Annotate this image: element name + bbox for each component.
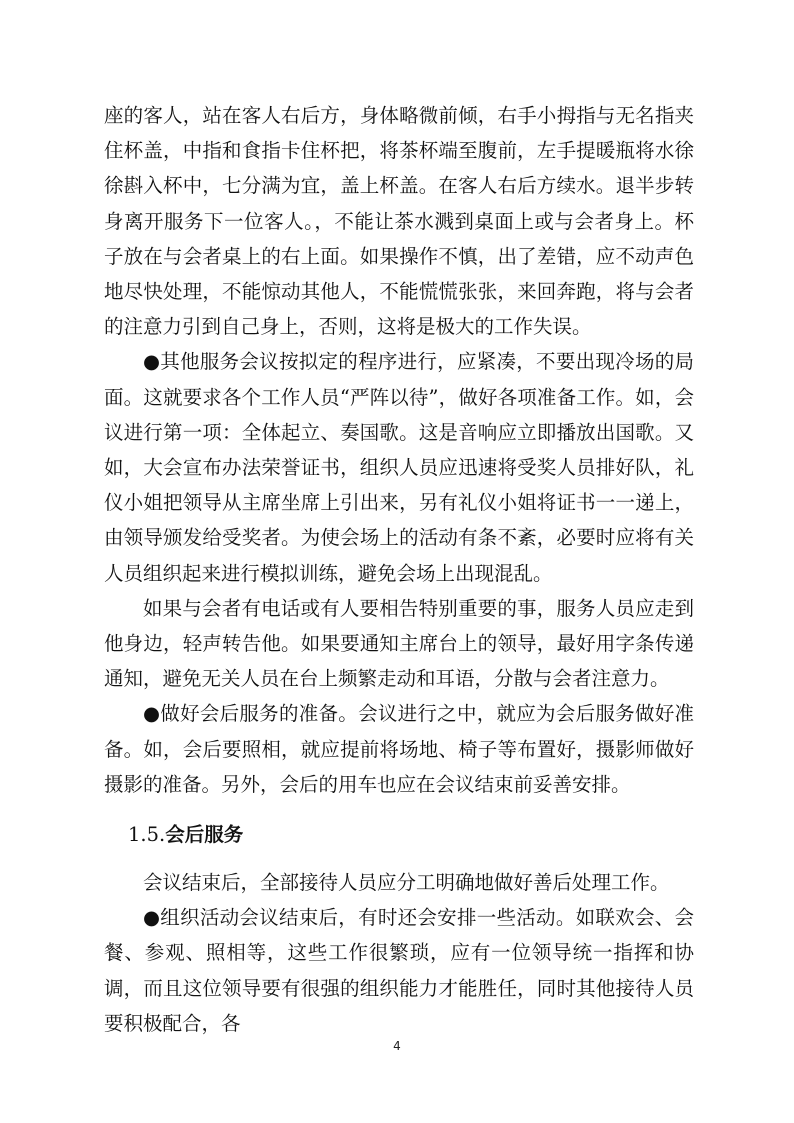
section-number: 1.5.: [128, 823, 166, 847]
body-text: [104, 98, 694, 1041]
paragraph-other-services: ●其他服务会议按拟定的程序进行，应紧凑，不要出现冷场的局面。这就要求各个工作人员“严阵以待”，做好各项准备工作。如，会议进行第一项：全体起立、奏国歌。这是音响应立即播放出国歌。又如，大会宣布办法荣誉证书，组织人员应迅速将受奖人员排好队，礼仪小姐把领导从主席坐席上引出来，另有礼仪小姐将证书一一递上，由领导颁发给受奖者。为使会场上的活动有条不紊，必要时应将有关人员组织起来进行模拟训练，避免会场上出现混乱。: [104, 350, 694, 585]
section-heading: [104, 817, 694, 852]
paragraph-continued: 座的客人，站在客人右后方，身体略微前倾，右手小拇指与无名指夹住杯盖，中指和食指卡住杯把，将茶杯端至腹前，左手提暖瓶将水徐徐斟入杯中，七分满为宜，盖上杯盖。在客人右后方续水。退半步转身离开服务下一位客人。，不能让茶水溅到桌面上或与会者身上。杯子放在与会者桌上的右上面。如果操作不慎，出了差错，应不动声色地尽快处理，不能惊动其他人，不能慌慌张张，来回奔跑，将与会者的注意力引到自己身上，否则，这将是极大的工作失误。: [104, 104, 694, 339]
paragraph-phone-messages: 如果与会者有电话或有人要相告特别重要的事，服务人员应走到他身边，轻声转告他。如果要通知主席台上的领导，最好用字条传递通知，避免无关人员在台上频繁走动和耳语，分散与会者注意力。: [104, 596, 694, 691]
page-number: 4: [393, 1039, 401, 1053]
section-title: 会后服务: [165, 823, 244, 847]
paragraph-after-meeting: 会议结束后，全部接待人员应分工明确地做好善后处理工作。: [143, 871, 670, 895]
paragraph-activities: ●组织活动会议结束后，有时还会安排一些活动。如联欢会、会餐、参观、照相等，这些工作很繁琐，应有一位领导统一指挥和协调，而且这位领导要有很强的组织能力才能胜任，同时其他接待人员要积极配合，各: [104, 906, 694, 1035]
paragraph-post-meeting-prep: ●做好会后服务的准备。会议进行之中，就应为会后服务做好准备。如，会后要照相，就应提前将场地、椅子等布置好，摄影师做好摄影的准备。另外，会后的用车也应在会议结束前妥善安排。: [104, 702, 694, 796]
